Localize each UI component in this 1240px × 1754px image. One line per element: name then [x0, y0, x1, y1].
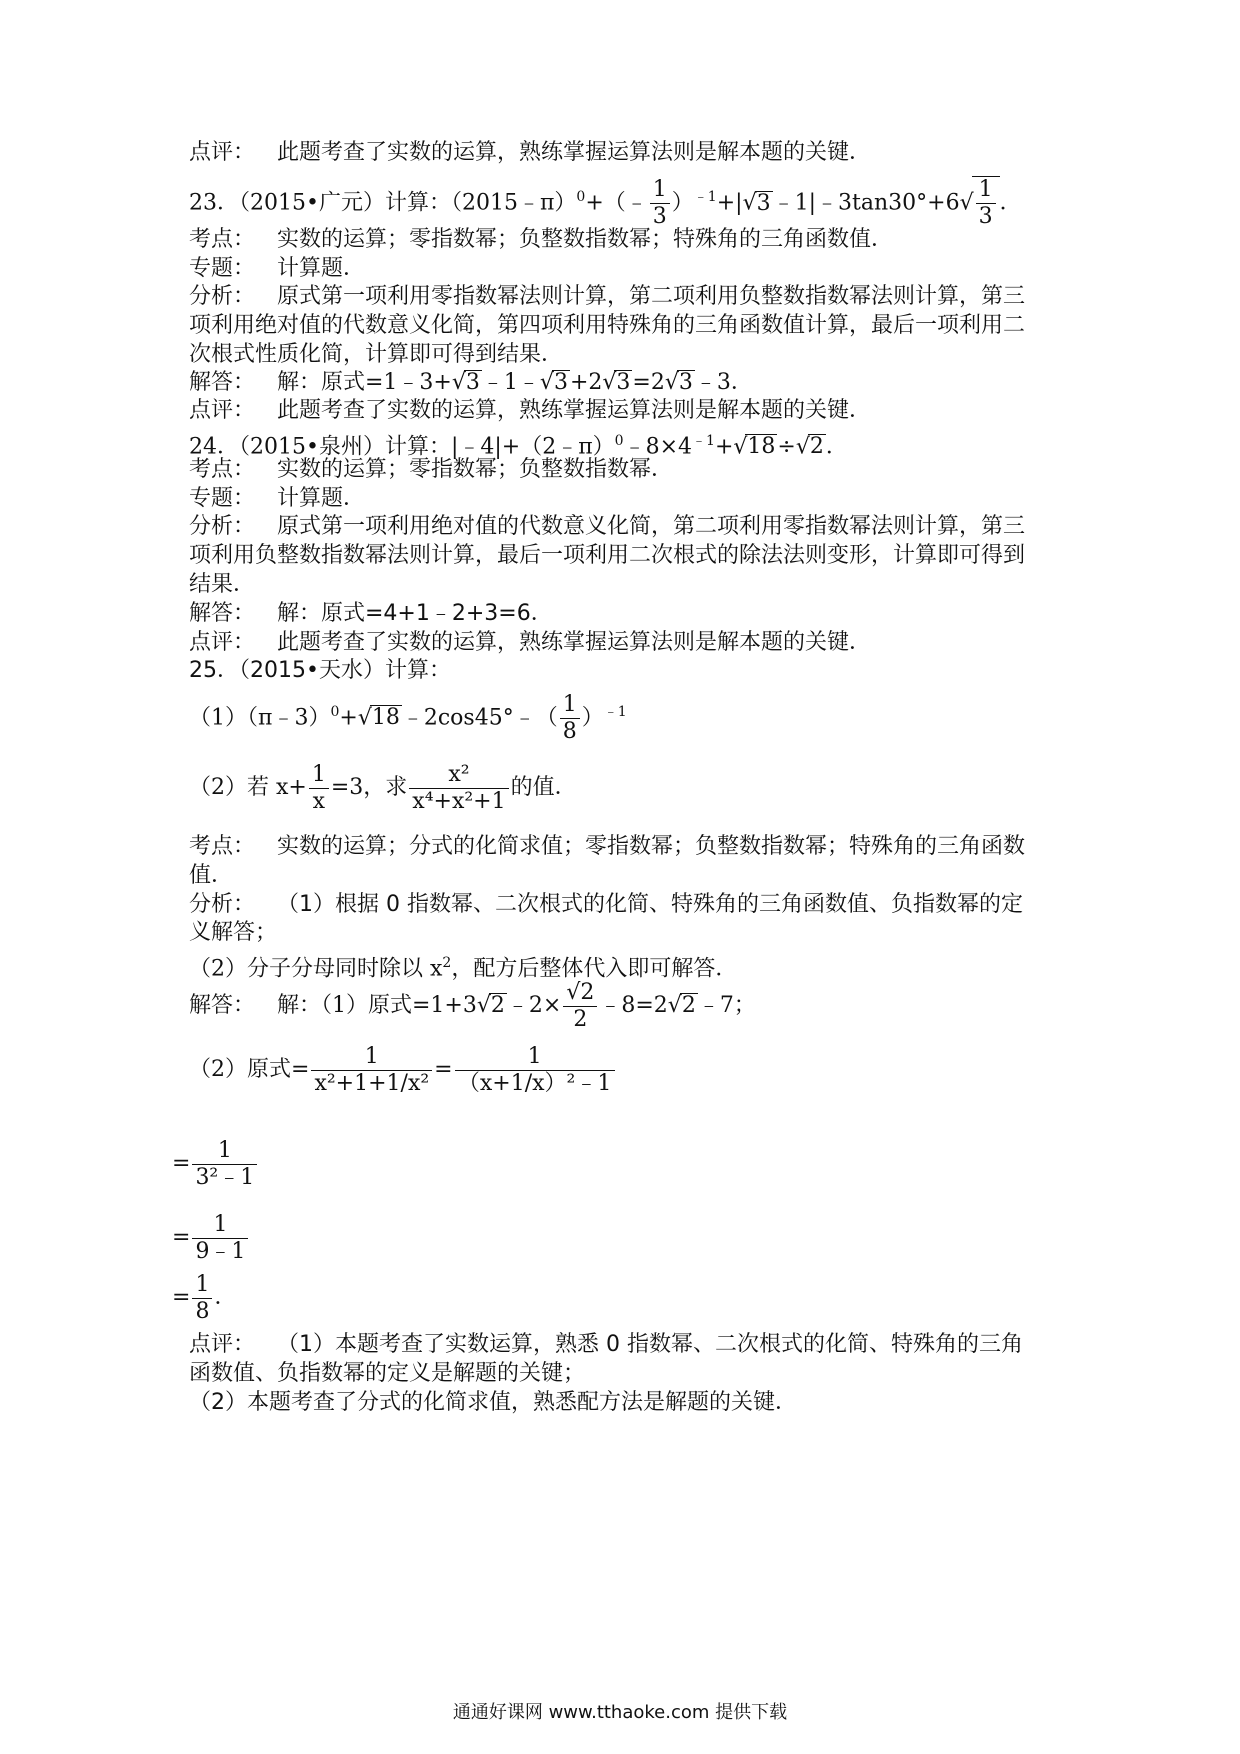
review-text: 此题考查了实数的运算，熟练掌握运算法则是解本题的关键．: [277, 140, 872, 165]
q25-p1-a: （1）（π﹣3）: [189, 705, 331, 731]
q24-exp-neg1: ﹣1: [692, 433, 715, 449]
fenxi-label: 分析：: [189, 892, 256, 917]
q25-j1-den: 2: [573, 1006, 588, 1032]
q23-zhuanti: [189, 254, 365, 284]
q24-sqrt2: 2: [809, 434, 824, 460]
q23-exp0: 0: [576, 189, 586, 206]
fenxi-label: 分析：: [189, 514, 256, 539]
question-25-title: 25．（2015•天水）计算：: [189, 658, 451, 683]
zhuanti-label: 专题：: [189, 486, 256, 511]
review-22-line: [189, 138, 871, 168]
q25-j1-sqrt: 2: [490, 993, 505, 1018]
q25-j2-num2: 1: [455, 1044, 615, 1071]
q23-sqrt-frac: [972, 176, 1000, 230]
q23-jieda: 解答： 解：原式=1﹣3+√3﹣1﹣√3+2√3=2√3﹣3．: [189, 368, 753, 398]
q24-title-c: ﹣8×4: [623, 434, 693, 460]
q24-sqrt18: 18: [747, 434, 776, 460]
q24-fenxi-2: 项利用负整数指数幂法则计算，最后一项利用二次根式的除法法则变形，计算即可得到: [189, 543, 1026, 568]
q23-jieda-sqrt3: 3: [616, 370, 631, 395]
q25-p2-c: 的值．: [510, 775, 577, 800]
kaodian-text: 实数的运算；分式的化简求值；零指数幂；负整数指数幂；特殊角的三角函数: [277, 834, 1026, 859]
q25-p1-exp0: 0: [330, 704, 340, 720]
q25-p2-fnum: x²: [409, 762, 508, 789]
q23-fenxi-1: [189, 282, 1025, 312]
eq-sign: =: [172, 1151, 191, 1176]
q23-title-prefix: 23．（2015•广元）计算：（2015﹣π）: [189, 190, 577, 216]
q23-jieda-sqrt4: 3: [678, 370, 693, 395]
q25-s2-den: 9﹣1: [195, 1238, 246, 1264]
q25-p2-fden: x⁴+x²+1: [412, 788, 506, 814]
q25-part1: （1）（π﹣3）$^0$+√18﹣2cos45°﹣（ $\frac{1}{8}$ ）$^{﹣1}$: [189, 691, 627, 744]
q25-p2-frac2: [409, 762, 508, 815]
q25-p2-den: x: [312, 788, 326, 814]
q25-j1-sqrt2: 2: [681, 993, 696, 1018]
q23-jieda-i: ﹣3．: [694, 370, 753, 395]
q25-s1-frac: [192, 1138, 257, 1191]
q24-title-a: 24．（2015•泉州）计算：|﹣4|+（2﹣π）: [189, 434, 615, 460]
q25-j2-a: （2）原式=: [189, 1057, 310, 1082]
q23-fraction: [650, 177, 670, 230]
q24-div: ÷: [777, 434, 796, 460]
q24-end: ．: [825, 434, 848, 460]
q25-j2-den2: （x+1/x）²﹣1: [457, 1070, 612, 1096]
q25-fenxi-2: 义解答；: [189, 920, 278, 945]
q25-j1-num: √2: [563, 980, 597, 1007]
q25-kaodian-1: [189, 832, 1025, 862]
q25-p1-fraction: [560, 692, 580, 745]
q24-kaodian: [189, 455, 673, 485]
q25-step-1: [172, 1136, 259, 1192]
question-24-title: 24．（2015•泉州）计算：$|﹣4|+(2﹣\pi)^0﹣8\times 4^{﹣1}+√18\div√2$．: [189, 433, 848, 460]
q24-fenxi-1: [189, 512, 1025, 542]
q25-step-2: [172, 1210, 250, 1266]
question-23-title: 23．（2015•广元）计算：（2015﹣π）$^0$+（﹣ $\frac{1}{3}$ ）$^{﹣1}$+|√3﹣1|﹣3tan30°+6√ $\frac{1}{3}$ ．: [189, 177, 1022, 229]
q23-sqrt-den: 3: [978, 204, 993, 229]
zhuanti-label: 专题：: [189, 256, 256, 281]
q24-fenxi-3: 结果．: [189, 572, 256, 597]
q25-j1-f: ﹣7；: [697, 993, 756, 1018]
q25-s3-num: 1: [192, 1272, 212, 1299]
q25-j2-num1: 1: [311, 1044, 432, 1071]
jieda-label: 解答：: [189, 601, 256, 626]
q24-exp0: 0: [614, 433, 624, 449]
fenxi-text: 原式第一项利用零指数幂法则计算，第二项利用负整数指数幂法则计算，第三: [277, 284, 1026, 309]
q25-fenxi-1: [189, 890, 1023, 920]
q24-zhuanti: [189, 484, 365, 514]
footer: 通通好课网 www.tthaoke.com 提供下载: [452, 1702, 788, 1723]
q25-s3-den: 8: [195, 1298, 210, 1324]
fenxi-text: （1）根据 0 指数幂、二次根式的化简、特殊角的三角函数值、负指数幂的定: [277, 892, 1023, 917]
q25-p2-num: 1: [309, 762, 329, 789]
kaodian-label: 考点：: [189, 227, 256, 252]
q25-kaodian-2: 值．: [189, 863, 234, 888]
dianping-text: 此题考查了实数的运算，熟练掌握运算法则是解本题的关键．: [277, 630, 872, 655]
kaodian-text: 实数的运算；零指数幂；负整数指数幂；特殊角的三角函数值．: [277, 227, 894, 252]
q25-p1-e: ﹣2cos45°﹣（: [401, 705, 558, 731]
q23-part2: ）: [671, 190, 694, 216]
q24-jieda: [189, 599, 553, 629]
q25-s1-den: 3²﹣1: [195, 1164, 255, 1190]
q23-sqrt-num: 1: [976, 177, 996, 204]
jieda-label: 解答：: [189, 370, 256, 395]
q23-exp-neg1: ﹣1: [693, 189, 717, 206]
q23-dianping: [189, 396, 871, 426]
q25-p2-b: =3，求: [330, 775, 408, 800]
q25-s2-frac: [192, 1212, 248, 1265]
q23-fenxi-2: 项利用绝对值的代数意义化简，第四项利用特殊角的三角函数值计算，最后一项利用二: [189, 313, 1026, 338]
jieda-label: 解答：: [189, 993, 256, 1018]
dianping-text: （1）本题考查了实数运算，熟悉 0 指数幂、二次根式的化简、特殊角的三角: [277, 1332, 1023, 1357]
q25-j2-eq: =: [434, 1057, 453, 1082]
q25-j1-a: 解：（1）原式=1+3: [277, 993, 477, 1018]
eq-sign: =: [172, 1285, 191, 1310]
q25-p1-f: ）: [581, 705, 604, 731]
eq-sign: =: [172, 1225, 191, 1250]
q23-end: ．: [999, 190, 1022, 216]
q23-part1: +（﹣: [585, 190, 648, 216]
q25-fenxi-3c: ，配方后整体代入即可解答．: [451, 956, 738, 982]
q24-dianping: [189, 628, 871, 658]
review-label: 点评：: [189, 140, 256, 165]
q25-p2-frac1: [309, 762, 329, 815]
end-dot: ．: [214, 1285, 237, 1310]
zhuanti-text: 计算题．: [277, 486, 366, 511]
q23-frac-num: 1: [650, 177, 670, 204]
q25-fenxi-3a: （2）分子分母同时除以 x: [189, 956, 443, 982]
q25-s1-num: 1: [192, 1138, 257, 1165]
zhuanti-text: 计算题．: [277, 256, 366, 281]
kaodian-label: 考点：: [189, 834, 256, 859]
q23-fenxi-3: 次根式性质化简，计算即可得到结果．: [189, 342, 564, 367]
q23-part4: +|: [716, 190, 743, 216]
fenxi-label: 分析：: [189, 284, 256, 309]
q25-dianping-1: [189, 1330, 1023, 1360]
fenxi-text: 原式第一项利用绝对值的代数意义化简，第二项利用零指数幂法则计算，第三: [277, 514, 1026, 539]
q25-p1-den: 8: [562, 718, 577, 744]
q25-j1-frac: [563, 980, 597, 1033]
q25-j2-frac2: [455, 1044, 615, 1097]
q25-p1-plus: +: [339, 705, 358, 731]
q25-p1-exp-neg1: ﹣1: [603, 704, 627, 720]
q25-j1-c: ﹣2×: [506, 993, 562, 1018]
dianping-label: 点评：: [189, 398, 256, 423]
q25-s2-num: 1: [192, 1212, 248, 1239]
kaodian-label: 考点：: [189, 457, 256, 482]
dianping-text: 此题考查了实数的运算，熟练掌握运算法则是解本题的关键．: [277, 398, 872, 423]
q23-kaodian: [189, 225, 893, 255]
q25-step-3: [172, 1270, 236, 1326]
dianping-label: 点评：: [189, 1332, 256, 1357]
q25-jieda-1: 解答： 解：（1）原式=1+3√2﹣2× $\frac{√2}{2}$ ﹣8=2√2﹣7；: [189, 978, 756, 1034]
q25-j1-d: ﹣8=2: [599, 993, 668, 1018]
q23-frac-den: 3: [652, 204, 667, 229]
q23-jieda-e: +2: [569, 370, 603, 395]
q23-part6: ﹣1|﹣3tan30°+6: [772, 190, 960, 216]
q25-p1-sqrt18: 18: [371, 705, 400, 731]
q23-jieda-g: =2: [632, 370, 665, 395]
q23-jieda-sqrt1: 3: [465, 370, 480, 395]
q25-jieda-2: [189, 1040, 617, 1100]
q25-s3-frac: [192, 1272, 212, 1325]
q23-jieda-a: 解：原式=1﹣3+: [277, 370, 452, 395]
q24-plus: +: [714, 434, 734, 460]
q23-jieda-c: ﹣1﹣: [481, 370, 540, 395]
q25-fenxi-exp2: 2: [442, 955, 452, 971]
q25-j2-den1: x²+1+1/x²: [314, 1070, 430, 1096]
q25-dianping-2: 函数值、负指数幂的定义是解题的关键；: [189, 1361, 586, 1386]
dianping-label: 点评：: [189, 630, 256, 655]
q25-dianping-3: （2）本题考查了分式的化简求值，熟悉配方法是解题的关键．: [189, 1390, 797, 1415]
q23-jieda-sqrt2: 3: [553, 370, 568, 395]
q25-part2: [189, 758, 577, 818]
q25-p1-num: 1: [560, 692, 580, 719]
kaodian-text: 实数的运算；零指数幂；负整数指数幂．: [277, 457, 674, 482]
q25-j2-frac1: [311, 1044, 432, 1097]
jieda-text: 解：原式=4+1﹣2+3=6．: [277, 601, 553, 626]
q23-sqrt-fraction: [976, 177, 996, 230]
q25-p2-a: （2）若 x+: [189, 775, 307, 800]
q23-sqrt3: 3: [756, 190, 771, 216]
